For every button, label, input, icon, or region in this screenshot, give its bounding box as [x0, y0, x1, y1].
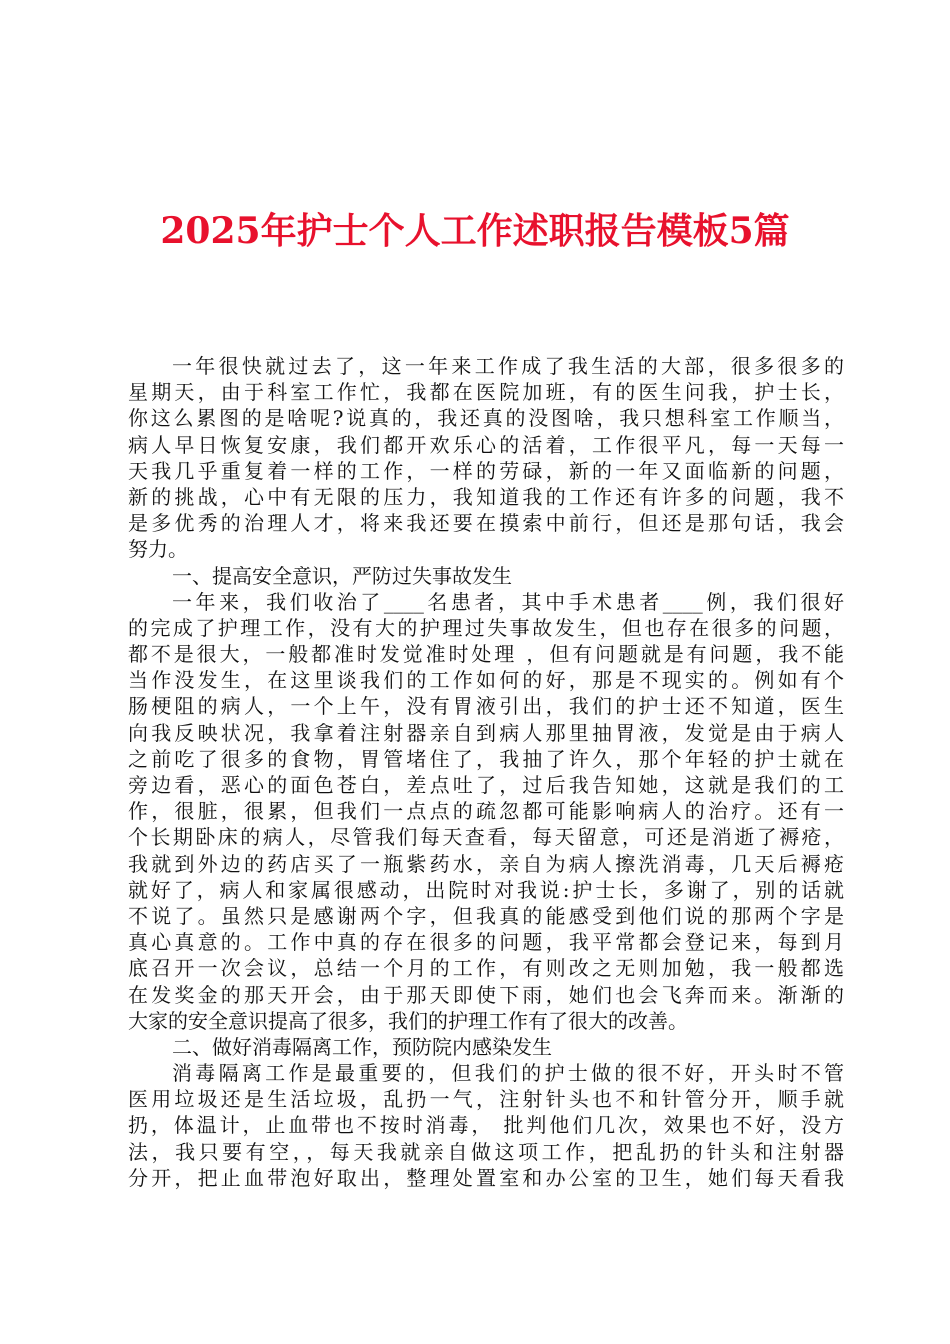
paragraph-line: 当作没发生，在这里谈我们的工作如何的好，那是不现实的。例如有个: [128, 668, 844, 693]
paragraph-line: 在发奖金的那天开会，由于那天即使下雨，她们也会飞奔而来。渐渐的: [128, 982, 844, 1007]
paragraph-line: 病人早日恢复安康，我们都开欢乐心的活着，工作很平凡，每一天每一: [128, 432, 844, 457]
paragraph-line: 作，很脏，很累，但我们一点点的疏忽都可能影响病人的治疗。还有一: [128, 799, 844, 824]
paragraph-line: 法，我只要有空，，每天我就亲自做这项工作，把乱扔的针头和注射器: [128, 1139, 844, 1164]
paragraph-line: 的完成了护理工作，没有大的护理过失事故发生，但也存在很多的问题，: [128, 615, 844, 640]
paragraph-line: 新的挑战，心中有无限的压力，我知道我的工作还有许多的问题，我不: [128, 484, 844, 509]
paragraph-last-line: 大家的安全意识提高了很多，我们的护理工作有了很大的改善。: [128, 1008, 688, 1033]
paragraph-line: 消毒隔离工作是最重要的，但我们的护士做的很不好，开头时不管: [172, 1061, 844, 1086]
paragraph-line: 一年很快就过去了，这一年来工作成了我生活的大部，很多很多的: [172, 354, 844, 378]
paragraph-line: 天我几乎重复着一样的工作，一样的劳碌，新的一年又面临新的问题，: [128, 458, 844, 483]
document-title: 2025年护士个人工作述职报告模板5篇: [160, 210, 790, 252]
paragraph-line: 就好了，病人和家属很感动，出院时对我说:护士长，多谢了，别的话就: [128, 877, 844, 902]
paragraph-last-line: 一、提高安全意识，严防过失事故发生: [172, 563, 512, 588]
paragraph-line: 旁边看，恶心的面色苍白，差点吐了，过后我告知她，这就是我们的工: [128, 773, 844, 797]
paragraph-line: 医用垃圾还是生活垃圾，乱扔一气，注射针头也不和针管分开，顺手就: [128, 1087, 844, 1112]
paragraph-line: 扔，体温计，止血带也不按时消毒， 批判他们几次，效果也不好，没方: [128, 1113, 844, 1138]
document-body: [128, 353, 844, 1191]
paragraph-line: 都不是很大，一般都准时发觉准时处理 ，但有问题就是有问题，我不能: [128, 642, 844, 667]
paragraph-last-line: 努力。: [128, 537, 188, 562]
paragraph-line: 肠梗阻的病人，一个上午，没有胃液引出，我们的护士还不知道，医生: [128, 694, 844, 719]
paragraph-line: 之前吃了很多的食物，胃管堵住了，我抽了许久，那个年轻的护士就在: [128, 746, 844, 771]
paragraph-line: 一年来，我们收治了____名患者，其中手术患者____例，我们很好: [172, 589, 844, 614]
paragraph-line: 真心真意的。工作中真的存在很多的问题，我平常都会登记来，每到月: [128, 930, 844, 955]
paragraph-last-line: 二、做好消毒隔离工作，预防院内感染发生: [172, 1034, 552, 1059]
paragraph-line: 向我反映状况，我拿着注射器亲自到病人那里抽胃液，发觉是由于病人: [128, 720, 844, 745]
paragraph-line: 底召开一次会议，总结一个月的工作，有则改之无则加勉，我一般都选: [128, 956, 844, 981]
paragraph-line: 我就到外边的药店买了一瓶紫药水，亲自为病人擦洗消毒，几天后褥疮: [128, 851, 844, 876]
paragraph-line: 星期天，由于科室工作忙，我都在医院加班，有的医生问我，护士长，: [128, 380, 844, 405]
paragraph-line: 不说了。虽然只是感谢两个字，但我真的能感受到他们说的那两个字是: [128, 903, 844, 928]
paragraph-line: 个长期卧床的病人，尽管我们每天查看，每天留意，可还是消逝了褥疮，: [128, 825, 844, 850]
paragraph-line: 是多优秀的治理人才，将来我还要在摸索中前行，但还是那句话，我会: [128, 511, 844, 536]
paragraph-line: 你这么累图的是啥呢?说真的，我还真的没图啥，我只想科室工作顺当，: [128, 406, 844, 431]
paragraph-line: 分开，把止血带泡好取出，整理处置室和办公室的卫生，她们每天看我: [128, 1165, 844, 1190]
